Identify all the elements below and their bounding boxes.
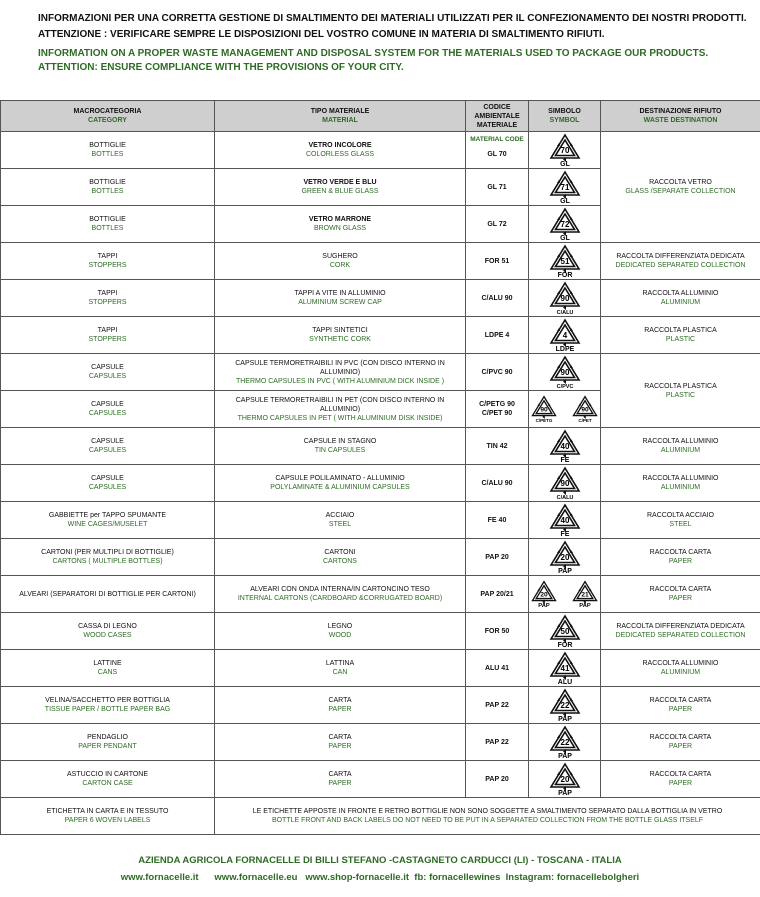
symbol-label: GL — [559, 161, 570, 167]
table-row — [1, 502, 760, 539]
symbol-label: PAP — [579, 603, 591, 609]
table-row — [1, 687, 760, 724]
table-row — [1, 539, 760, 576]
symbol-cell — [529, 724, 601, 761]
material-cell: VETRO INCOLORE COLORLESS GLASS — [215, 132, 466, 169]
symbol-cell — [529, 206, 601, 243]
destination-cell: RACCOLTA ALLUMINIO ALUMINIUM — [601, 280, 760, 317]
code-cell: FE 40 — [466, 502, 529, 539]
material-cell: CAPSULE POLILAMINATO - ALLUMINIO POLYLAMINATE & ALUMINIUM CAPSULES — [215, 465, 466, 502]
recycling-symbol-icon — [530, 579, 558, 609]
symbol-label: PAP — [557, 753, 572, 759]
material-cell: CARTA PAPER — [215, 724, 466, 761]
symbol-label: ALU — [557, 679, 572, 685]
symbol-number: 40 — [560, 442, 569, 451]
symbol-number: 51 — [560, 257, 569, 266]
symbol-cell — [529, 243, 601, 280]
category-cell: BOTTIGLIE BOTTLES — [1, 169, 215, 206]
header-en-line2: ATTENTION: ENSURE COMPLIANCE WITH THE PROVISIONS OF YOUR CITY. — [38, 62, 404, 73]
col-material: TIPO MATERIALE MATERIAL — [215, 101, 466, 132]
category-cell: TAPPI STOPPERS — [1, 280, 215, 317]
recycling-symbol-icon — [548, 688, 582, 722]
code-cell: PAP 20 — [466, 761, 529, 798]
category-cell: PENDAGLIO PAPER PENDANT — [1, 724, 215, 761]
symbol-label: C/PETG — [535, 418, 553, 424]
destination-cell: RACCOLTA PLASTICA PLASTIC — [601, 354, 760, 428]
code-cell: C/ALU 90 — [466, 465, 529, 502]
labels-note-cell: LE ETICHETTE APPOSTE IN FRONTE E RETRO BOTTIGLIE NON SONO SOGGETTE A SMALTIMENTO SEPARATO DALLA BOTTIGLIA IN VETRO BOTTLE FRONT AND BACK LABELS DO NOT NEED TO BE PUT IN A SEPARATED COLLECTION FROM THE BOTTLE GLASS ITSELF — [215, 798, 760, 835]
symbol-label: C/ALU — [556, 310, 573, 315]
recycling-symbol-icon — [530, 394, 558, 424]
symbol-cell — [529, 132, 601, 169]
recycling-symbol-icon — [548, 429, 582, 463]
symbol-cell — [529, 465, 601, 502]
recycling-symbol-icon — [548, 651, 582, 685]
table-row — [1, 465, 760, 502]
category-cell: ETICHETTA IN CARTA E IN TESSUTO PAPER 6 WOVEN LABELS — [1, 798, 215, 835]
table-row — [1, 428, 760, 465]
material-cell: VETRO VERDE E BLU GREEN & BLUE GLASS — [215, 169, 466, 206]
destination-cell: RACCOLTA VETRO GLASS /SEPARATE COLLECTION — [601, 132, 760, 243]
recycling-symbol-icon — [548, 281, 582, 315]
material-cell: VETRO MARRONE BROWN GLASS — [215, 206, 466, 243]
recycling-symbol-icon — [548, 244, 582, 278]
symbol-cell — [529, 650, 601, 687]
material-cell: CARTA PAPER — [215, 687, 466, 724]
destination-cell: RACCOLTA ALLUMINIO ALUMINIUM — [601, 465, 760, 502]
symbol-label: GL — [559, 198, 570, 204]
material-cell: TAPPI SINTETICI SYNTHETIC CORK — [215, 317, 466, 354]
recycling-symbol-icon — [548, 207, 582, 241]
symbol-label: PAP — [557, 568, 572, 574]
recycling-symbol-icon — [548, 725, 582, 759]
symbol-cell — [529, 317, 601, 354]
symbol-cell — [529, 354, 601, 391]
recycling-symbol-icon — [571, 394, 599, 424]
table-row — [1, 613, 760, 650]
symbol-number: 20 — [560, 553, 569, 562]
category-cell: BOTTIGLIE BOTTLES — [1, 206, 215, 243]
table-row — [1, 280, 760, 317]
symbol-number: 90 — [581, 406, 589, 414]
code-cell: FOR 51 — [466, 243, 529, 280]
symbol-number: 22 — [560, 738, 569, 747]
symbol-label: FOR — [557, 642, 572, 648]
symbol-label: FE — [560, 457, 569, 463]
symbol-number: 90 — [560, 368, 569, 377]
material-cell: LATTINA CAN — [215, 650, 466, 687]
footer-links: www.fornacelle.it www.fornacelle.eu www.shop-fornacelle.it fb: fornacellewines Instagram: fornacellebolgheri — [120, 872, 640, 883]
category-cell: VELINA/SACCHETTO PER BOTTIGLIA TISSUE PAPER / BOTTLE PAPER BAG — [1, 687, 215, 724]
col-category: MACROCATEGORIA CATEGORY — [1, 101, 215, 132]
symbol-label: PAP — [557, 716, 572, 722]
destination-cell: RACCOLTA DIFFERENZIATA DEDICATA DEDICATED SEPARATED COLLECTION — [601, 243, 760, 280]
code-cell: MATERIAL CODE GL 70 — [466, 132, 529, 169]
code-cell: C/PETG 90 C/PET 90 — [466, 391, 529, 428]
material-cell: SUGHERO CORK — [215, 243, 466, 280]
symbol-cell — [529, 613, 601, 650]
destination-cell: RACCOLTA CARTA PAPER — [601, 724, 760, 761]
material-cell: TAPPI A VITE IN ALLUMINIO ALUMINIUM SCREW CAP — [215, 280, 466, 317]
code-cell: GL 72 — [466, 206, 529, 243]
category-cell: ALVEARI (SEPARATORI DI BOTTIGLIE PER CARTONI) — [1, 576, 215, 613]
material-cell: CAPSULE IN STAGNO TIN CAPSULES — [215, 428, 466, 465]
destination-cell: RACCOLTA ALLUMINIO ALUMINIUM — [601, 650, 760, 687]
symbol-label: C/PET — [578, 418, 592, 424]
table-row — [1, 354, 760, 391]
category-cell: LATTINE CANS — [1, 650, 215, 687]
disposal-table — [0, 100, 760, 835]
material-cell: CARTA PAPER — [215, 761, 466, 798]
header-en-line1: INFORMATION ON A PROPER WASTE MANAGEMENT AND DISPOSAL SYSTEM FOR THE MATERIALS USED TO PACKAGE OUR PRODUCTS. — [38, 48, 709, 59]
symbol-cell — [529, 539, 601, 576]
symbol-number: 20 — [560, 775, 569, 784]
symbol-number: 90 — [560, 294, 569, 303]
table-row — [1, 724, 760, 761]
material-cell: CARTONI CARTONS — [215, 539, 466, 576]
symbol-number: 41 — [560, 664, 569, 673]
symbol-cell — [529, 502, 601, 539]
code-cell: GL 71 — [466, 169, 529, 206]
table-row — [1, 576, 760, 613]
symbol-number: 21 — [581, 591, 589, 599]
symbol-number: 90 — [540, 406, 548, 414]
symbol-number: 71 — [560, 183, 569, 192]
recycling-symbol-icon — [548, 318, 582, 352]
symbol-label: FE — [560, 531, 569, 537]
material-cell: ALVEARI CON ONDA INTERNA/IN CARTONCINO TESO INTERNAL CARTONS (CARDBOARD &CORRUGATED BOARD) — [215, 576, 466, 613]
category-cell: TAPPI STOPPERS — [1, 317, 215, 354]
table-row — [1, 243, 760, 280]
code-cell: FOR 50 — [466, 613, 529, 650]
code-cell: LDPE 4 — [466, 317, 529, 354]
symbol-number: 90 — [560, 479, 569, 488]
destination-cell: RACCOLTA PLASTICA PLASTIC — [601, 317, 760, 354]
material-cell: ACCIAIO STEEL — [215, 502, 466, 539]
category-cell: BOTTIGLIE BOTTLES — [1, 132, 215, 169]
code-cell: ALU 41 — [466, 650, 529, 687]
category-cell: TAPPI STOPPERS — [1, 243, 215, 280]
footer-company: AZIENDA AGRICOLA FORNACELLE DI BILLI STEFANO -CASTAGNETO CARDUCCI (LI) - TOSCANA - ITALIA — [138, 855, 622, 866]
recycling-symbol-icon — [548, 762, 582, 796]
recycling-symbol-icon — [548, 133, 582, 167]
code-cell: C/PVC 90 — [466, 354, 529, 391]
table-row-labels — [1, 798, 760, 835]
recycling-symbol-icon — [548, 466, 582, 500]
recycling-symbol-icon — [571, 579, 599, 609]
symbol-label: GL — [559, 235, 570, 241]
destination-cell: RACCOLTA CARTA PAPER — [601, 687, 760, 724]
symbol-cell — [529, 428, 601, 465]
symbol-number: 70 — [560, 146, 569, 155]
symbol-number: 22 — [560, 701, 569, 710]
table-row — [1, 132, 760, 169]
col-code: CODICE AMBIENTALE MATERIALE — [466, 101, 529, 132]
code-cell: PAP 20/21 — [466, 576, 529, 613]
destination-cell: RACCOLTA CARTA PAPER — [601, 539, 760, 576]
symbol-label: LDPE — [555, 346, 574, 352]
recycling-symbol-icon — [548, 540, 582, 574]
col-destination: DESTINAZIONE RIFIUTO WASTE DESTINATION — [601, 101, 760, 132]
symbol-number: 50 — [560, 627, 569, 636]
symbol-cell — [529, 280, 601, 317]
recycling-symbol-icon — [548, 355, 582, 389]
recycling-symbol-icon — [548, 503, 582, 537]
code-cell: PAP 20 — [466, 539, 529, 576]
code-cell: C/ALU 90 — [466, 280, 529, 317]
category-cell: CAPSULE CAPSULES — [1, 391, 215, 428]
symbol-cell — [529, 391, 601, 428]
symbol-label: PAP — [538, 603, 550, 609]
destination-cell: RACCOLTA CARTA PAPER — [601, 576, 760, 613]
destination-cell: RACCOLTA CARTA PAPER — [601, 761, 760, 798]
header-it-line2: ATTENZIONE : VERIFICARE SEMPRE LE DISPOSIZIONI DEL VOSTRO COMUNE IN MATERIA DI SMALTIMENTO RIFIUTI. — [38, 29, 605, 40]
code-cell: TIN 42 — [466, 428, 529, 465]
table-row — [1, 761, 760, 798]
category-cell: CASSA DI LEGNO WOOD CASES — [1, 613, 215, 650]
category-cell: CARTONI (PER MULTIPLI DI BOTTIGLIE) CARTONS ( MULTIPLE BOTTLES) — [1, 539, 215, 576]
symbol-number: 40 — [560, 516, 569, 525]
destination-cell: RACCOLTA ACCIAIO STEEL — [601, 502, 760, 539]
symbol-label: PAP — [557, 790, 572, 796]
symbol-cell — [529, 169, 601, 206]
symbol-cell — [529, 761, 601, 798]
col-symbol: SIMBOLO SYMBOL — [529, 101, 601, 132]
material-cell: CAPSULE TERMORETRAIBILI IN PVC (CON DISCO INTERNO IN ALLUMINIO) THERMO CAPSULES IN PVC ( WITH ALUMINIUM DICK INSIDE ) — [215, 354, 466, 391]
symbol-cell — [529, 576, 601, 613]
category-cell: CAPSULE CAPSULES — [1, 428, 215, 465]
recycling-symbol-icon — [548, 614, 582, 648]
symbol-number: 20 — [540, 591, 548, 599]
material-cell: CAPSULE TERMORETRAIBILI IN PET (CON DISCO INTERNO IN ALLUMINIO) THERMO CAPSULES IN PET ( WITH ALUMINIUM DISK INSIDE) — [215, 391, 466, 428]
category-cell: ASTUCCIO IN CARTONE CARTON CASE — [1, 761, 215, 798]
destination-cell: RACCOLTA ALLUMINIO ALUMINIUM — [601, 428, 760, 465]
recycling-symbol-icon — [548, 170, 582, 204]
symbol-label: C/PVC — [556, 384, 573, 389]
symbol-number: 4 — [562, 331, 567, 340]
code-cell: PAP 22 — [466, 687, 529, 724]
material-cell: LEGNO WOOD — [215, 613, 466, 650]
header-it-line1: INFORMAZIONI PER UNA CORRETTA GESTIONE DI SMALTIMENTO DEI MATERIALI UTILIZZATI PER IL CONFEZIONAMENTO DEI NOSTRI PRODOTTI. — [38, 13, 747, 24]
category-cell: GABBIETTE per TAPPO SPUMANTE WINE CAGES/MUSELET — [1, 502, 215, 539]
category-cell: CAPSULE CAPSULES — [1, 465, 215, 502]
symbol-label: C/ALU — [556, 495, 573, 500]
destination-cell: RACCOLTA DIFFERENZIATA DEDICATA DEDICATED SEPARATED COLLECTION — [601, 613, 760, 650]
symbol-number: 72 — [560, 220, 569, 229]
symbol-cell — [529, 687, 601, 724]
code-cell: PAP 22 — [466, 724, 529, 761]
symbol-label: FOR — [557, 272, 572, 278]
table-row — [1, 650, 760, 687]
table-row — [1, 317, 760, 354]
category-cell: CAPSULE CAPSULES — [1, 354, 215, 391]
